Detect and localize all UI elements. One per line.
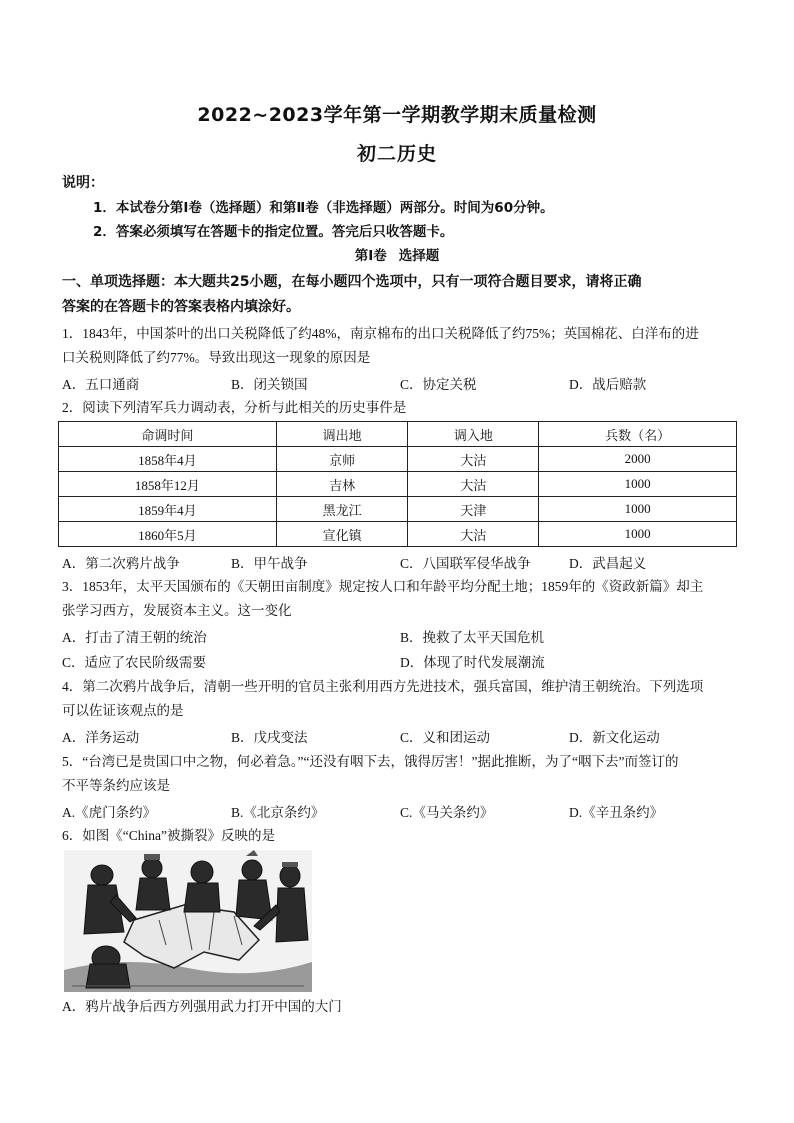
q1-options	[62, 373, 742, 393]
q5-option-a[interactable]: A.《虎门条约》	[62, 805, 157, 820]
q2-options	[62, 552, 742, 572]
subject-title: 初二历史	[356, 143, 437, 165]
q2-option-b[interactable]: B．甲午战争	[231, 556, 308, 571]
q2-option-a[interactable]: A．第二次鸦片战争	[62, 556, 180, 571]
notes-heading: 说明：	[62, 175, 104, 191]
exam-title: 2022~2023学年第一学期教学期末质量检测	[197, 104, 597, 126]
table-cell: 1860年5月	[59, 522, 277, 547]
q4-option-b[interactable]: B．戊戌变法	[231, 730, 308, 745]
table-cell: 1000	[539, 472, 737, 497]
q1-stem-line-2: 口关税则降低了约77%。导致出现这一现象的原因是	[62, 350, 371, 365]
table-cell: 宣化镇	[276, 522, 408, 547]
q4-option-d[interactable]: D．新文化运动	[569, 730, 660, 745]
table-header-cell: 调出地	[276, 422, 408, 447]
table-cell: 大沽	[408, 472, 539, 497]
q2-option-c[interactable]: C．八国联军侵华战争	[400, 556, 531, 571]
table-cell: 1000	[539, 497, 737, 522]
troop-movement-table	[58, 421, 737, 547]
q1-option-c[interactable]: C．协定关税	[400, 377, 477, 392]
table-cell: 1859年4月	[59, 497, 277, 522]
table-cell: 大沽	[408, 447, 539, 472]
q5-option-c[interactable]: C.《马关条约》	[400, 805, 494, 820]
q3-option-c[interactable]: C．适应了农民阶级需要	[62, 655, 207, 670]
table-cell: 1858年4月	[59, 447, 277, 472]
volume-label: 第Ⅰ卷	[354, 248, 387, 264]
q1-option-a[interactable]: A．五口通商	[62, 377, 140, 392]
q4-option-c[interactable]: C．义和团运动	[400, 730, 491, 745]
section-name: 选择题	[398, 248, 440, 264]
q5-stem-line-2: 不平等条约应该是	[62, 778, 170, 793]
table-cell: 黑龙江	[276, 497, 408, 522]
q5-option-d[interactable]: D.《辛丑条约》	[569, 805, 664, 820]
table-row	[59, 522, 737, 547]
table-cell: 1000	[539, 522, 737, 547]
table-header-row	[59, 422, 737, 447]
table-cell: 京师	[276, 447, 408, 472]
q2-stem: 2．阅读下列清军兵力调动表，分析与此相关的历史事件是	[62, 400, 407, 415]
q3-option-d[interactable]: D．体现了时代发展潮流	[400, 655, 545, 670]
q2-option-d[interactable]: D．武昌起义	[569, 556, 647, 571]
table-header-cell: 兵数（名）	[539, 422, 737, 447]
section-heading	[0, 246, 794, 266]
q3-options-row-1	[62, 626, 742, 646]
q3-option-b[interactable]: B．挽救了太平天国危机	[400, 630, 545, 645]
part-instructions-line-2: 答案的在答题卡的答案表格内填涂好。	[62, 299, 300, 315]
q6-option-a[interactable]: A．鸦片战争后西方列强用武力打开中国的大门	[62, 999, 342, 1014]
q4-stem-line-2: 可以佐证该观点的是	[62, 703, 184, 718]
table-header-cell: 调入地	[408, 422, 539, 447]
table-row	[59, 497, 737, 522]
q4-stem-line-1: 4．第二次鸦片战争后，清朝一些开明的官员主张利用西方先进技术，强兵富国，维护清王朝统治。下列选项	[62, 679, 704, 694]
q5-stem-line-1: 5．“台湾已是贵国口中之物，何必着急。”“还没有咽下去，饿得厉害！”据此推断，为了“咽下去”而签订的	[62, 754, 679, 769]
note-item-2: 2．答案必须填写在答题卡的指定位置。答完后只收答题卡。	[93, 224, 454, 240]
table-cell: 天津	[408, 497, 539, 522]
q3-options-row-2	[62, 651, 742, 671]
q5-option-b[interactable]: B.《北京条约》	[231, 805, 325, 820]
q1-option-d[interactable]: D．战后赔款	[569, 377, 647, 392]
q3-option-a[interactable]: A．打击了清王朝的统治	[62, 630, 207, 645]
table-cell: 吉林	[276, 472, 408, 497]
q3-stem-line-2: 张学习西方，发展资本主义。这一变化	[62, 603, 292, 618]
table-cell: 大沽	[408, 522, 539, 547]
table-cell: 2000	[539, 447, 737, 472]
china-torn-cartoon	[64, 850, 312, 992]
q6-stem: 6．如图《“China”被撕裂》反映的是	[62, 828, 275, 843]
q4-option-a[interactable]: A．洋务运动	[62, 730, 140, 745]
q1-stem-line-1: 1．1843年，中国茶叶的出口关税降低了约48%，南京棉布的出口关税降低了约75%；英国棉花、白洋布的进	[62, 326, 699, 341]
table-row	[59, 472, 737, 497]
q4-options	[62, 726, 742, 746]
q5-options	[62, 801, 742, 821]
q3-stem-line-1: 3．1853年，太平天国颁布的《天朝田亩制度》规定按人口和年龄平均分配土地；1859年的《资政新篇》却主	[62, 579, 704, 594]
note-item-1: 1．本试卷分第Ⅰ卷（选择题）和第Ⅱ卷（非选择题）两部分。时间为60分钟。	[93, 200, 554, 216]
q1-option-b[interactable]: B．闭关锁国	[231, 377, 308, 392]
table-cell: 1858年12月	[59, 472, 277, 497]
table-header-cell: 命调时间	[59, 422, 277, 447]
table-row	[59, 447, 737, 472]
part-instructions-line-1: 一、单项选择题：本大题共25小题，在每小题四个选项中，只有一项符合题目要求，请将正确	[62, 274, 642, 290]
